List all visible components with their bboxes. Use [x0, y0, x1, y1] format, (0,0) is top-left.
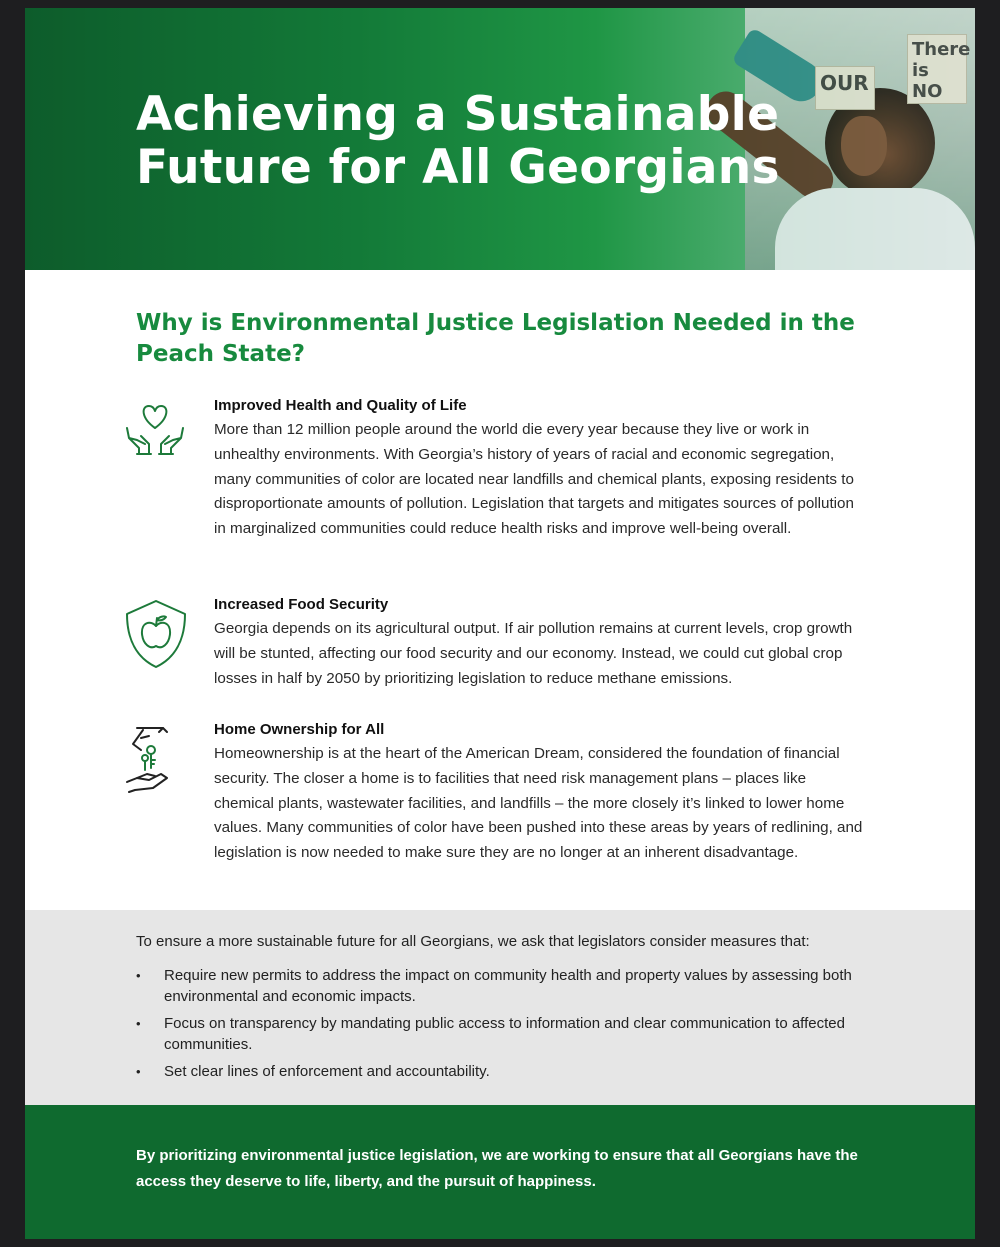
header-banner: [25, 8, 975, 270]
footer-banner: [25, 1105, 975, 1239]
legislative-ask-panel: [25, 910, 975, 1105]
benefit-body: More than 12 million people around the world die every year because they live or work in unhealthy environments. With Georgia’s history of years of racial and economic segregation, many communities of color are located near landfills and chemical plants, exposing residents to disproportionate amounts of pollution. Legislation that targets and mitigates sources of pollution in marginalized communities could reduce health risks and improve well-being overall.: [214, 421, 854, 538]
benefit-body: Homeownership is at the heart of the American Dream, considered the foundation of financial security. The closer a home is to facilities that need risk management plans – places like chemical plants, wastewater facilities, and landfills – the more closely it’s linked to lower home values. Many communities of color have been pushed into these areas by years of redlining, and legislation is now needed to make sure they are no longer at an inherent disadvantage.: [214, 745, 863, 862]
benefit-title: Increased Food Security: [214, 596, 389, 613]
title-line: Achieving a Sustainable: [136, 87, 780, 142]
bullet-icon: •: [136, 968, 141, 983]
benefit-food-security: [214, 593, 864, 691]
protest-sign: There is NO: [907, 34, 967, 104]
list-item: [136, 1014, 856, 1055]
benefit-title: Home Ownership for All: [214, 721, 385, 738]
title-line: Future for All Georgians: [136, 140, 780, 195]
protester-face: [841, 116, 887, 176]
benefit-health: [214, 394, 864, 542]
bullet-icon: •: [136, 1064, 141, 1079]
hands-heart-icon: [123, 398, 187, 460]
measure-text: Set clear lines of enforcement and accountability.: [164, 1063, 490, 1080]
benefit-body: Georgia depends on its agricultural output. If air pollution remains at current levels, crop growth will be stunted, affecting our food security and our economy. Instead, we could cut global crop losses in half by 2050 by prioritizing legislation to reduce methane emissions.: [214, 620, 853, 687]
benefit-title: Improved Health and Quality of Life: [214, 397, 467, 414]
flyer-page: [25, 8, 975, 1239]
protester-shirt: [775, 188, 975, 270]
bullet-icon: •: [136, 1016, 141, 1031]
measures-list: [136, 966, 856, 1090]
closing-statement: By prioritizing environmental justice legislation, we are working to ensure that all Georgians have the access they deserve to life, liberty, and the pursuit of happiness.: [136, 1147, 858, 1190]
measure-text: Focus on transparency by mandating public access to information and clear communication to affected communities.: [164, 1015, 845, 1053]
section-heading: Why is Environmental Justice Legislation Needed in the Peach State?: [136, 310, 855, 367]
list-item: [136, 1062, 856, 1083]
ask-intro: To ensure a more sustainable future for all Georgians, we ask that legislators consider measures that:: [136, 933, 810, 950]
benefit-home-ownership: [214, 718, 864, 866]
house-keys-icon: [123, 724, 173, 800]
page-title: [136, 88, 780, 194]
protest-sign: OUR: [815, 66, 875, 110]
list-item: [136, 966, 856, 1007]
shield-apple-icon: [123, 598, 189, 670]
measure-text: Require new permits to address the impact on community health and property values by assessing both environmental and economic impacts.: [164, 967, 852, 1005]
